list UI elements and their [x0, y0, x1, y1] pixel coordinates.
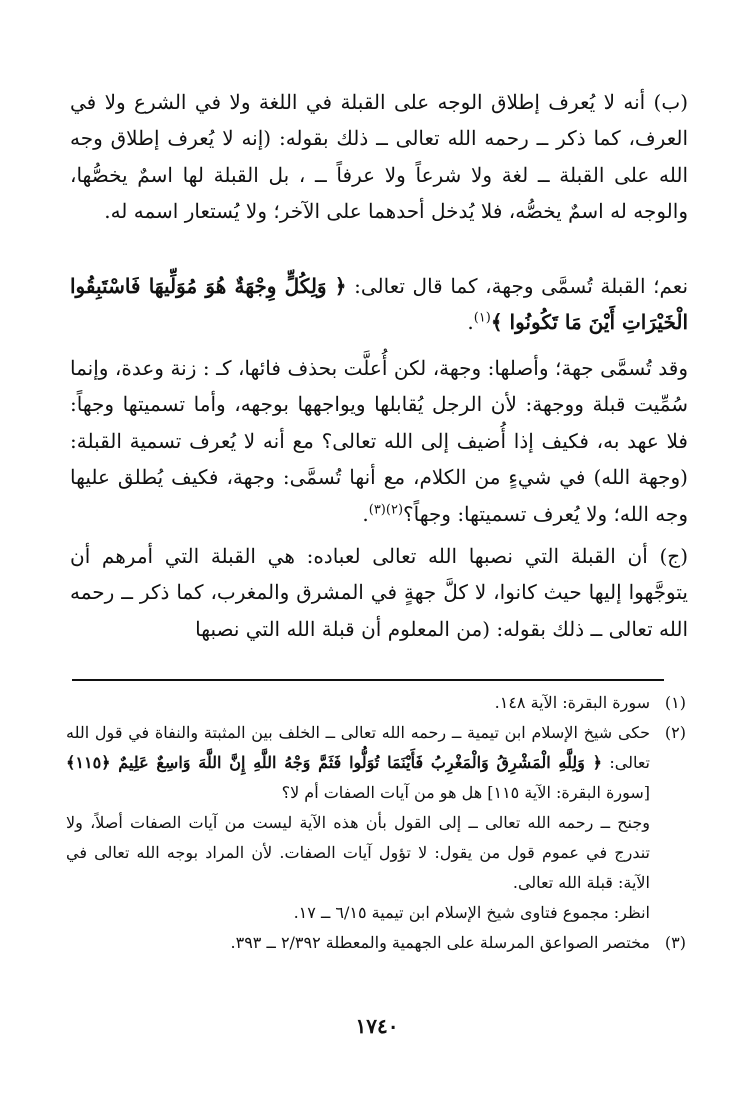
footnote-ref-1[interactable]: (١)	[473, 310, 491, 326]
footnote-3-number: (٣)	[664, 933, 686, 952]
paragraph-j: (ج) أن القبلة التي نصبها الله تعالى لعباده: هي القبلة التي أمرهم أن يتوجَّهوا إليها حيث كانوا، لا كلَّ جهةٍ في المشرق والمغرب، كما ذكر ــ رحمه الله تعالى ــ ذلك بقوله: (من المعلوم أن قبلة الله التي نصبها	[70, 544, 688, 641]
footnote-2-continued: وجنح ــ رحمه الله تعالى ــ إلى القول بأن هذه الآية ليست من آيات الصفات أصلاً، ولا تندرج في عموم قول من يقول: لا تؤول آيات الصفات. لأن المراد بوجه الله تعالى في الآية: قبلة الله تعالى.	[66, 813, 650, 892]
paragraph-b: (ب) أنه لا يُعرف إطلاق الوجه على القبلة في اللغة ولا في الشرع ولا في العرف، كما ذكر ــ رحمه الله تعالى ــ ذلك بقوله: (إنه لا يُعرف إطلاق وجه الله على القبلة ــ لغة ولا شرعاً ولا عرفاً ــ ، بل القبلة لها اسمٌ يخصُّها، والوجه له اسمٌ يخصُّه، فلا يُدخل أحدهما على الآخر؛ ولا يُستعار اسمه له.	[70, 90, 688, 224]
footnote-2	[66, 718, 686, 808]
footnote-3	[66, 928, 686, 958]
footnote-1-text: سورة البقرة: الآية ١٤٨.	[494, 693, 650, 712]
footnote-2-see: انظر: مجموع فتاوى شيخ الإسلام ابن تيمية ٦/١٥ ــ ١٧.	[293, 903, 650, 922]
paragraph-wajha-end: .	[362, 501, 369, 526]
footnotes-section	[66, 684, 686, 958]
quran-verse-wa-likullin: ﴿ وَلِكُلٍّ وِجْهَةٌ هُوَ مُوَلِّيهَا فَاسْتَبِقُوا الْخَيْرَاتِ أَيْنَ مَا تَكُونُوا ﴾	[70, 274, 688, 335]
footnote-refs-2-3[interactable]: (٢)(٣)	[368, 501, 404, 517]
footnote-1	[66, 688, 686, 718]
page-number: ١٧٤٠	[355, 1014, 399, 1038]
paragraph-wajha	[70, 350, 688, 532]
footnote-1-number: (١)	[664, 693, 686, 712]
footnote-divider	[72, 679, 664, 681]
footnote-2-number: (٢)	[664, 723, 686, 742]
footnote-2-text-before: حكى شيخ الإسلام ابن تيمية ــ رحمه الله تعالى ــ الخلف بين المثبتة والنفاة في قول الله تعالى:	[66, 723, 650, 772]
footnote-2-text-after: [سورة البقرة: الآية ١١٥] هل هو من آيات الصفات أم لا؟	[281, 783, 650, 802]
footnote-3-text: مختصر الصواعق المرسلة على الجهمية والمعطلة ٢/٣٩٢ ــ ٣٩٣.	[230, 933, 650, 952]
paragraph-wajha-text: وقد تُسمَّى جهة؛ وأصلها: وجهة، لكن أُعلَّت بحذف فائها، كـ : زنة وعدة، وإنما سُمِّيت قبلة ووجهة: لأن الرجل يُقابلها ويواجهها بوجهه، وأما تسميتها وجهاً: فلا عهد به، فكيف إذا أُضيف إلى الله تعالى؟ مع أنه لا يُعرف تسمية القبلة: (وجهة الله) في شيءٍ من الكلام، مع أنها تُسمَّى: وجهة، فكيف يُطلق عليها وجه الله؛ ولا يُعرف تسميتها: وجهاً؟	[70, 356, 688, 526]
paragraph-naam	[70, 268, 688, 341]
quran-verse-wa-lillahi: ﴿ وَلِلَّهِ الْمَشْرِقُ وَالْمَغْرِبُ فَأَيْنَمَا تُوَلُّوا فَثَمَّ وَجْهُ اللَّهِ إِنَّ اللَّهَ وَاسِعٌ عَلِيمٌ ﴿١١٥﴾	[66, 753, 603, 772]
paragraph-naam-end: .	[467, 310, 474, 335]
paragraph-naam-intro: نعم؛ القبلة تُسمَّى وجهة، كما قال تعالى:	[354, 274, 689, 298]
